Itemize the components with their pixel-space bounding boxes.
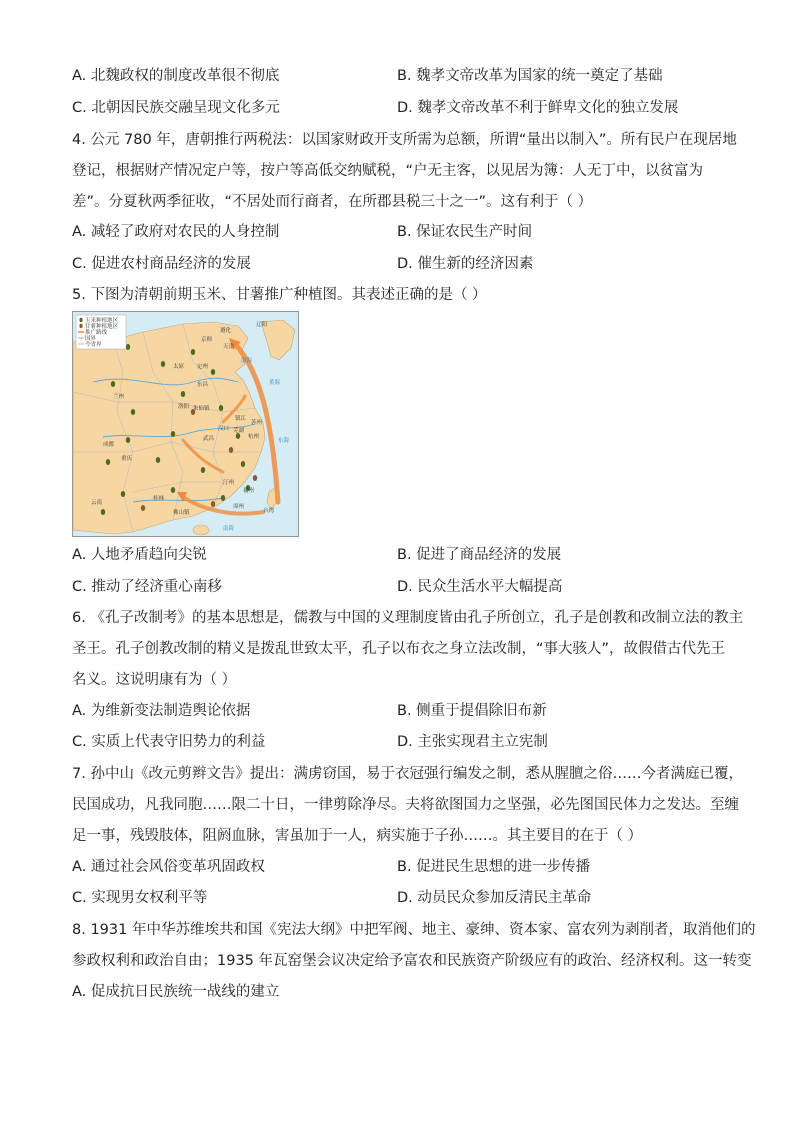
legend-label: 国界 bbox=[85, 336, 97, 342]
q8-stem-line: 8. 1931 年中华苏维埃共和国《宪法大纲》中把军阀、地主、豪绅、资本家、富农列为剥削者，取消他们的 bbox=[72, 922, 756, 938]
place-label: 朱仙镇 bbox=[193, 406, 210, 412]
q7-option-b: B. 促进民生思想的进一步传播 bbox=[397, 859, 591, 875]
place-label: 苏州 bbox=[251, 420, 263, 426]
sea-label: 黄海 bbox=[269, 380, 281, 386]
place-label: 兰州 bbox=[113, 394, 125, 400]
place-label: 东昌 bbox=[197, 382, 209, 388]
q7-stem-line: 足一事，残毁肢体，阻阏血脉，害虽加于一人，病实施于子孙……。其主要目的在于（ ） bbox=[72, 828, 643, 844]
place-label: 武昌 bbox=[203, 436, 215, 442]
q8-stem-line: 参政权利和政治自由；1935 年瓦窑堡会议决定给予富农和民族资产阶级应有的政治、经济权利。这一转变 bbox=[72, 953, 752, 969]
q5-stem: 5. 下图为清朝前期玉米、甘薯推广种植图。其表述正确的是（ ） bbox=[72, 287, 487, 303]
place-label: 桂林 bbox=[153, 496, 165, 502]
q4-stem-line: 4. 公元 780 年，唐朝推行两税法：以国家财政开支所需为总额，所谓“量出以制入”。所有民户在现居地 bbox=[72, 132, 737, 148]
q5-option-b: B. 促进了商品经济的发展 bbox=[397, 547, 562, 563]
qing-crop-map bbox=[72, 311, 299, 537]
place-label: 镇江 bbox=[235, 416, 247, 422]
legend-label: 推广路线 bbox=[85, 330, 108, 336]
q8-option-a: A. 促成抗日民族统一战线的建立 bbox=[72, 984, 280, 1000]
place-label: 台湾 bbox=[263, 508, 275, 514]
q6-option-d: D. 主张实现君主立宪制 bbox=[397, 734, 548, 750]
q6-stem-line: 6. 《孔子改制考》的基本思想是，儒教与中国的义理制度皆由孔子所创立，孔子是创教和改制立法的教主 bbox=[72, 610, 743, 626]
q7-option-d: D. 动员民众参加反清民主革命 bbox=[397, 890, 592, 906]
q4-option-a: A. 减轻了政府对农民的人身控制 bbox=[72, 224, 280, 240]
place-label: 成都 bbox=[103, 442, 115, 448]
place-label: 云南 bbox=[91, 500, 103, 506]
place-label: 重庆 bbox=[121, 456, 133, 462]
place-label: 杭州 bbox=[248, 434, 260, 440]
q5-option-d: D. 民众生活水平大幅提高 bbox=[397, 579, 563, 595]
q6-option-c: C. 实质上代表守旧势力的利益 bbox=[72, 734, 266, 750]
sea-label: 南海 bbox=[223, 526, 235, 532]
q6-stem-line: 名义。这说明康有为（ ） bbox=[72, 672, 237, 688]
hainan-island bbox=[193, 525, 209, 535]
q3-option-a: A. 北魏政权的制度改革很不彻底 bbox=[72, 68, 280, 84]
place-label: 天津 bbox=[223, 344, 235, 350]
place-label: 汀州 bbox=[223, 480, 235, 486]
q5-option-a: A. 人地矛盾趋向尖锐 bbox=[72, 547, 207, 563]
place-label: 京师 bbox=[201, 337, 213, 343]
place-label: 遵化 bbox=[220, 328, 232, 334]
q4-option-d: D. 催生新的经济因素 bbox=[397, 256, 534, 272]
q5-option-c: C. 推动了经济重心南移 bbox=[72, 579, 222, 595]
q7-option-a: A. 通过社会风俗变革巩固政权 bbox=[72, 859, 265, 875]
map-legend bbox=[76, 315, 126, 349]
place-label: 芜湖 bbox=[233, 428, 245, 434]
legend-label: 今省界 bbox=[85, 342, 102, 348]
place-label: 佛山镇 bbox=[173, 510, 190, 516]
q4-stem-line: 差”。分夏秋两季征收，“不居处而行商者，在所郡县税三十之一”。这有利于（ ） bbox=[72, 194, 593, 210]
legend-label: 玉米种植地区 bbox=[85, 318, 119, 324]
q6-option-a: A. 为维新变法制造舆论依据 bbox=[72, 703, 251, 719]
legend-label: 甘薯种植地区 bbox=[85, 324, 119, 330]
q3-option-d: D. 魏孝文帝改革不利于鲜卑文化的独立发展 bbox=[397, 100, 679, 116]
place-label: 定州 bbox=[197, 364, 209, 370]
sea-label: 渤海 bbox=[241, 358, 253, 364]
q6-stem-line: 圣王。孔子创教改制的精义是拨乱世致太平，孔子以布衣之身立法改制，“事大骇人”，故假借古代先王 bbox=[72, 641, 726, 657]
q3-option-b: B. 魏孝文帝改革为国家的统一奠定了基础 bbox=[397, 68, 663, 84]
place-label: 漳州 bbox=[233, 504, 245, 510]
q4-option-b: B. 保证农民生产时间 bbox=[397, 224, 533, 240]
q7-stem-line: 7. 孙中山《改元剪辫文告》提出：满虏窃国，易于衣冠强行编发之制，悉从腥膻之俗……今者满庭已覆， bbox=[72, 766, 743, 782]
place-label: 洛阳 bbox=[178, 404, 190, 410]
sea-label: 东海 bbox=[278, 438, 290, 444]
q7-stem-line: 民国成功，凡我同胞……限二十日，一律剪除净尽。夫将欲图国力之坚强，必先图国民体力之发达。至缠 bbox=[72, 797, 739, 813]
q3-option-c: C. 北朝因民族交融呈现文化多元 bbox=[72, 100, 280, 116]
place-label: 汉口 bbox=[218, 426, 230, 432]
place-label: 太原 bbox=[173, 364, 185, 370]
place-label: 辽阳 bbox=[256, 322, 268, 328]
q4-stem-line: 登记，根据财产情况定户等，按户等高低交纳赋税，“户无主客，以见居为簿：人无丁中，以贫富为 bbox=[72, 163, 704, 179]
q7-option-c: C. 实现男女权利平等 bbox=[72, 890, 208, 906]
place-label: 福州 bbox=[243, 488, 255, 494]
q6-option-b: B. 侧重于提倡除旧布新 bbox=[397, 703, 547, 719]
q4-option-c: C. 促进农村商品经济的发展 bbox=[72, 256, 251, 272]
